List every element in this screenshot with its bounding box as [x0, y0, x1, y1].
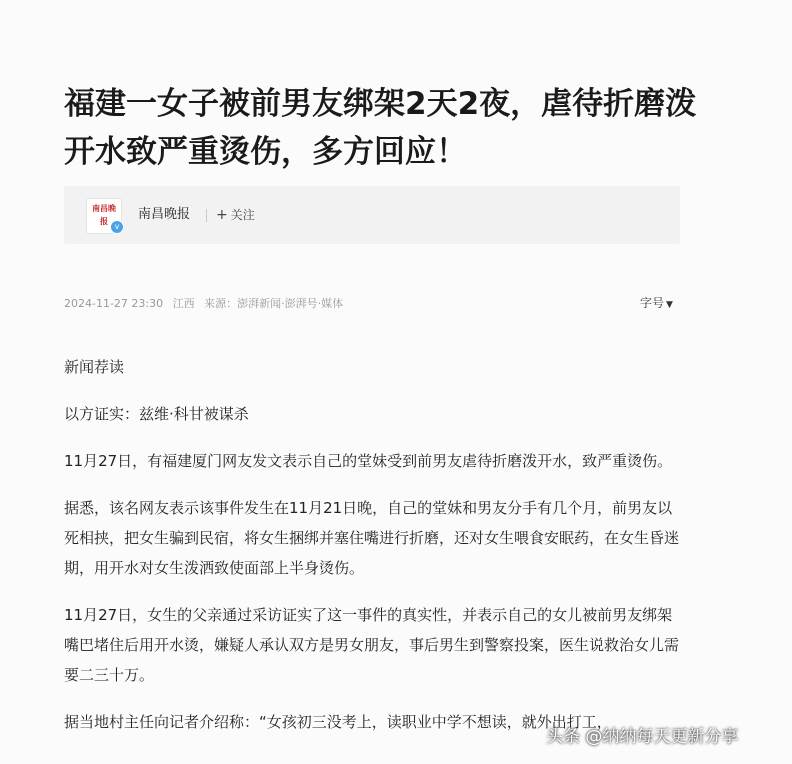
article-source: 来源：澎湃新闻·澎湃号·媒体	[204, 297, 344, 310]
plus-icon: +	[216, 207, 228, 223]
paragraph: 以方证实：兹维·科甘被谋杀	[64, 405, 249, 423]
paragraph: 11月27日，有福建厦门网友发文表示自己的堂妹受到前男友虐待折磨泼开水，致严重烫伤。	[64, 452, 673, 470]
divider	[206, 209, 207, 222]
follow-button[interactable]	[216, 206, 255, 224]
publish-location: 江西	[172, 297, 195, 310]
article-meta	[64, 297, 349, 311]
author-card	[64, 186, 680, 244]
follow-label: 关注	[230, 208, 255, 222]
watermark: 头条 @纳纳每天更新分享	[546, 727, 739, 747]
paragraph: 据当地村主任向记者介绍称：“女孩初三没考上，读职业中学不想读，就外出打工，	[64, 713, 612, 731]
author-name[interactable]: 南昌晚报	[138, 207, 191, 222]
publish-datetime: 2024-11-27 23:30	[64, 297, 164, 310]
font-size-label: 字号	[640, 296, 665, 310]
newspaper-logo: 南昌晚报	[92, 204, 116, 226]
article-body	[64, 352, 684, 754]
caret-down-icon: ▼	[666, 300, 673, 310]
paragraph: 11月27日，女生的父亲通过采访证实了这一事件的真实性，并表示自己的女儿被前男友绑架嘴巴堵住后用开水烫，嫌疑人承认双方是男女朋友，事后男生到警察投案，医生说救治女儿需要二三十万。	[64, 606, 680, 684]
article-title: 福建一女子被前男友绑架2天2夜，虐待折磨泼开水致严重烫伤，多方回应！	[64, 86, 697, 170]
paragraph: 据悉，该名网友表示该事件发生在11月21日晚，自己的堂妹和男友分手有几个月，前男友以死相挟，把女生骗到民宿，将女生捆绑并塞住嘴进行折磨，还对女生喂食安眠药，在女生昏迷期，用开水对女生泼洒致使面部上半身烫伤。	[64, 499, 680, 577]
paragraph: 新闻荐读	[64, 358, 125, 376]
font-size-button[interactable]	[640, 295, 673, 313]
verified-icon: v	[110, 220, 124, 234]
